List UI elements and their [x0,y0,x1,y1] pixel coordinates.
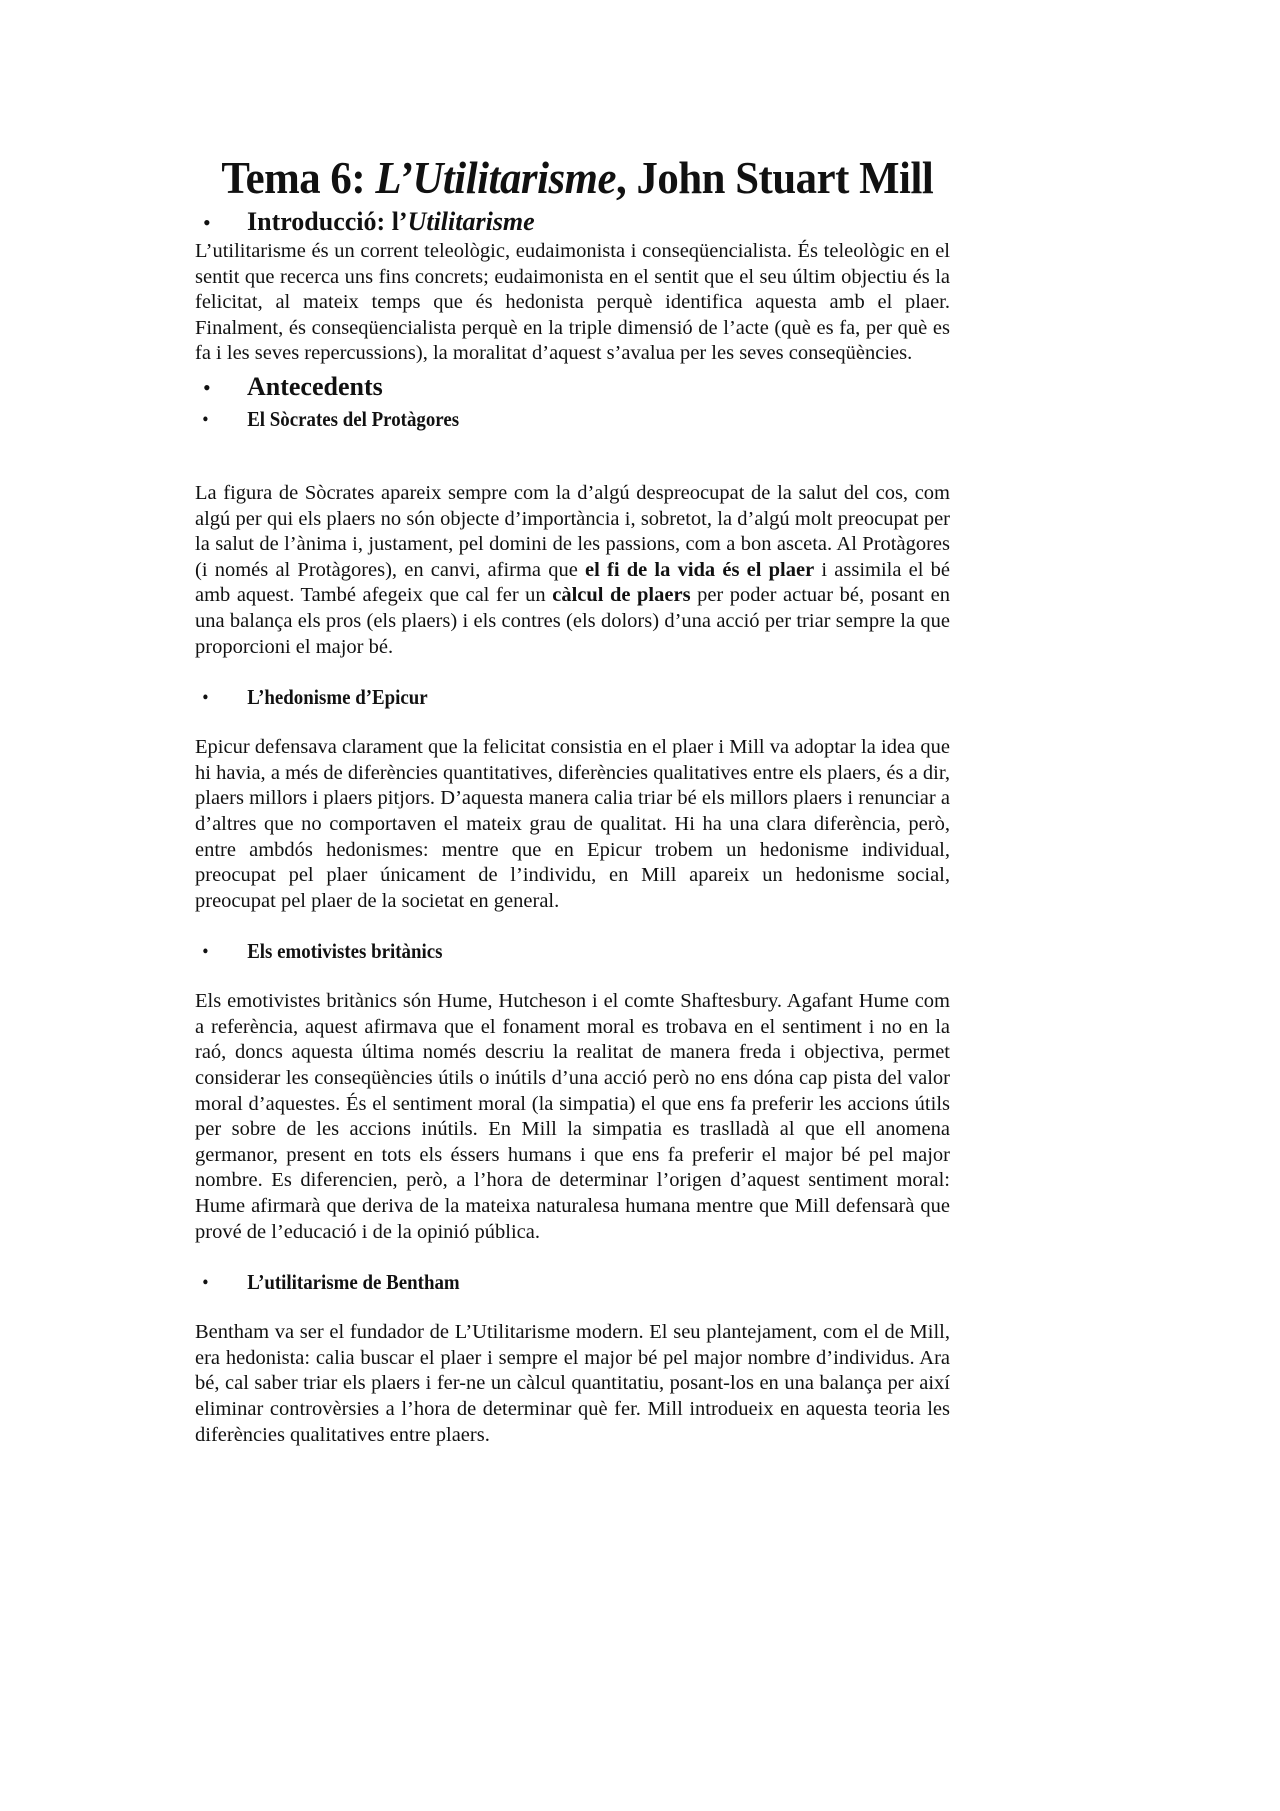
title-prefix: Tema 6: [221,152,376,203]
heading-bentham [195,1267,875,1298]
heading-emotivistes [195,936,875,967]
bullet-icon: • [202,687,209,710]
title-italic: L’Utilitarisme [375,152,617,203]
bullet-icon: • [202,941,209,964]
bullet-icon: • [202,1272,209,1295]
text-run: i assimila el bé amb aquest. També afegeix que cal fer un [195,558,950,607]
heading-introduccio [195,206,950,239]
title-suffix: , John Stuart Mill [616,152,934,203]
document-page [195,150,950,1448]
heading-antecedents [195,371,950,404]
heading-prefix: Introducció: l’ [247,207,408,236]
heading-socrates [195,404,875,435]
paragraph-socrates [195,481,950,660]
text-run: per poder actuar bé, posant en una balança els pros (els plaers) i els contres (els dolors) d’una acció per triar sempre la que proporcioni el major bé. [195,584,950,658]
heading-text [247,206,535,238]
bullet-icon: • [203,210,211,235]
text-run: La figura de Sòcrates apareix sempre com la d’algú despreocupat de la salut del cos, com algú per qui els plaers no són objecte d’importància i, sobretot, la d’algú molt preocupat per la salut de l’ànima i, justament, pel domini de les passions, com a bon asceta. Al Protàgores (i només al Protàgores), en canvi, afirma que [195,481,950,581]
paragraph-bentham: Bentham va ser el fundador de L’Utilitarisme modern. El seu plantejament, com el de Mill, era hedonista: calia buscar el plaer i sempre el major bé pel major nombre d’individus. Ara bé, cal saber triar els plaers i fer-ne un càlcul quantitatiu, posant-los en una balança per així eliminar controvèrsies a l’hora de determinar què fer. Mill introdueix en aquesta teoria les diferències qualitatives entre plaers. [195,1321,950,1446]
heading-epicur [195,682,875,713]
bold-run: el fi de la vida és el plaer [585,558,815,581]
heading-text: El Sòcrates del Protàgores [247,406,460,431]
heading-text: L’utilitarisme de Bentham [247,1270,460,1295]
heading-text: Els emotivistes britànics [247,939,443,964]
heading-italic: Utilitarisme [407,207,535,236]
paragraph-emotivistes: Els emotivistes britànics són Hume, Hutcheson i el comte Shaftesbury. Agafant Hume com a referència, aquest afirmava que el fonament moral es trobava en el sentiment i no en la raó, doncs aquesta última només descriu la realitat de manera freda i objectiva, permet considerar les conseqüències útils o inútils d’una acció però no ens dóna cap pista del valor moral d’aquestes. És el sentiment moral (la simpatia) el que ens fa preferir les accions útils per sobre de les accions inútils. En Mill la simpatia es traslladà al que ell anomena germanor, present en tots els éssers humans i que ens fa preferir el major bé pel major nombre. Es diferencien, però, a l’hora de determinar l’origen d’aquest sentiment moral: Hume afirmarà que deriva de la mateixa naturalesa humana mentre que Mill defensarà que prové de l’educació i de la opinió pública. [195,990,950,1243]
page-title [221,150,934,206]
bullet-icon: • [202,408,209,431]
bullet-icon: • [203,374,211,400]
bold-run: càlcul de plaers [552,584,691,607]
heading-text: Antecedents [247,371,383,401]
paragraph-epicur: Epicur defensava clarament que la felicitat consistia en el plaer i Mill va adoptar la idea que hi havia, a més de diferències quantitatives, diferències qualitatives entre els plaers, és a dir, plaers millors i plaers pitjors. D’aquesta manera calia triar bé els millors plaers i renunciar a d’altres que no comportaven el mateix grau de qualitat. Hi ha una clara diferència, però, entre ambdós hedonismes: mentre que en Epicur trobem un hedonisme individual, preocupat pel plaer únicament de l’individu, en Mill apareix un hedonisme social, preocupat pel plaer de la societat en general. [195,736,950,912]
paragraph-introduccio: L’utilitarisme és un corrent teleològic, eudaimonista i conseqüencialista. És teleològic en el sentit que recerca uns fins concrets; eudaimonista en el sentit que el seu últim objectiu és la felicitat, al mateix temps que és hedonista perquè identifica aquesta amb el plaer. Finalment, és conseqüencialista perquè en la triple dimensió de l’acte (què es fa, per què es fa i les seves repercussions), la moralitat d’aquest s’avalua per les seves conseqüències. [195,240,950,365]
heading-text: L’hedonisme d’Epicur [247,685,428,710]
